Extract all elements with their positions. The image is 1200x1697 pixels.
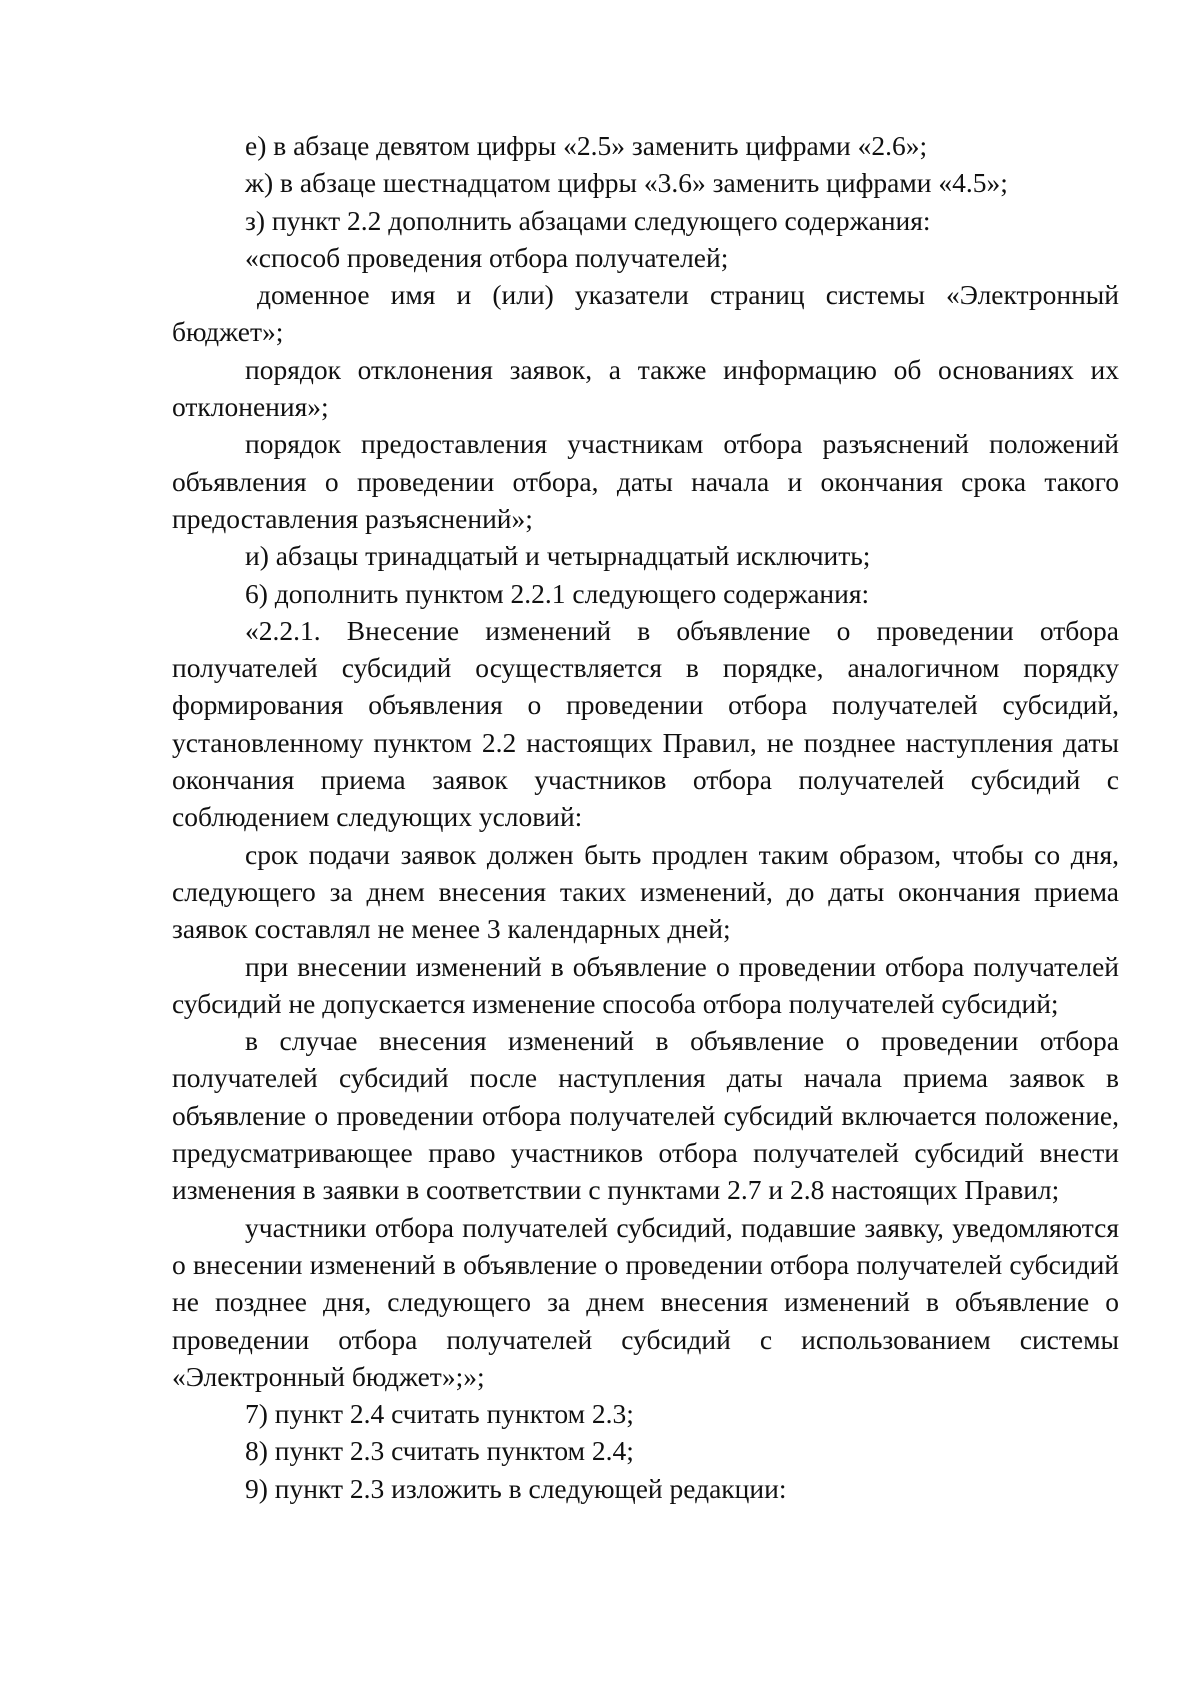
- paragraph-rejection-order: порядок отклонения заявок, а также информацию об основаниях их отклонения»;: [172, 353, 1119, 423]
- document-page: [172, 127, 1119, 1507]
- paragraph-item-9: 9) пункт 2.3 изложить в следующей редакции:: [245, 1472, 787, 1504]
- paragraph-clarifications: порядок предоставления участникам отбора разъяснений положений объявления о проведении отбора, даты начала и окончания срока такого предоставления разъяснений»;: [172, 428, 1119, 534]
- paragraph-item-z: з) пункт 2.2 дополнить абзацами следующего содержания:: [245, 204, 931, 236]
- paragraph-selection-method: «способ проведения отбора получателей;: [245, 241, 729, 273]
- paragraph-item-8: 8) пункт 2.3 считать пунктом 2.4;: [245, 1435, 634, 1467]
- paragraph-item-e: е) в абзаце девятом цифры «2.5» заменить цифрами «2.6»;: [245, 130, 928, 161]
- paragraph-clause-2-2-1: «2.2.1. Внесение изменений в объявление о проведении отбора получателей субсидий осуществляется в порядке, аналогичном порядку формирования объявления о проведении отбора получателей субсидий, установленному пунктом 2.2 настоящих Правил, не позднее наступления даты окончания приема заявок участников отбора получателей субсидий с соблюдением следующих условий:: [172, 614, 1119, 833]
- paragraph-item-zh: ж) в абзаце шестнадцатом цифры «3.6» заменить цифрами «4.5»;: [245, 167, 1008, 199]
- paragraph-domain-name: доменное имя и (или) указатели страниц системы «Электронный бюджет»;: [172, 279, 1119, 348]
- paragraph-participant-notification: участники отбора получателей субсидий, подавшие заявку, уведомляются о внесении изменений в объявление о проведении отбора получателей субсидий не позднее дня, следующего за днем внесения изменений в объявление о проведении отбора получателей субсидий с использованием системы «Электронный бюджет»;»;: [172, 1211, 1119, 1392]
- paragraph-item-6: 6) дополнить пунктом 2.2.1 следующего содержания:: [245, 577, 870, 609]
- paragraph-deadline-extension: срок подачи заявок должен быть продлен таким образом, чтобы со дня, следующего за днем внесения таких изменений, до даты окончания приема заявок составлял не менее 3 календарных дней;: [172, 838, 1119, 945]
- paragraph-method-unchanged: при внесении изменений в объявление о проведении отбора получателей субсидий не допускается изменение способа отбора получателей субсидий;: [172, 950, 1119, 1019]
- paragraph-item-7: 7) пункт 2.4 считать пунктом 2.3;: [245, 1398, 634, 1430]
- paragraph-changes-after-start: в случае внесения изменений в объявление о проведении отбора получателей субсидий после наступления даты начала приема заявок в объявление о проведении отбора получателей субсидий включается положение, предусматривающее право участников отбора получателей субсидий внести изменения в заявки в соответствии с пунктами 2.7 и 2.8 настоящих Правил;: [172, 1025, 1119, 1206]
- paragraph-item-i: и) абзацы тринадцатый и четырнадцатый исключить;: [245, 540, 871, 572]
